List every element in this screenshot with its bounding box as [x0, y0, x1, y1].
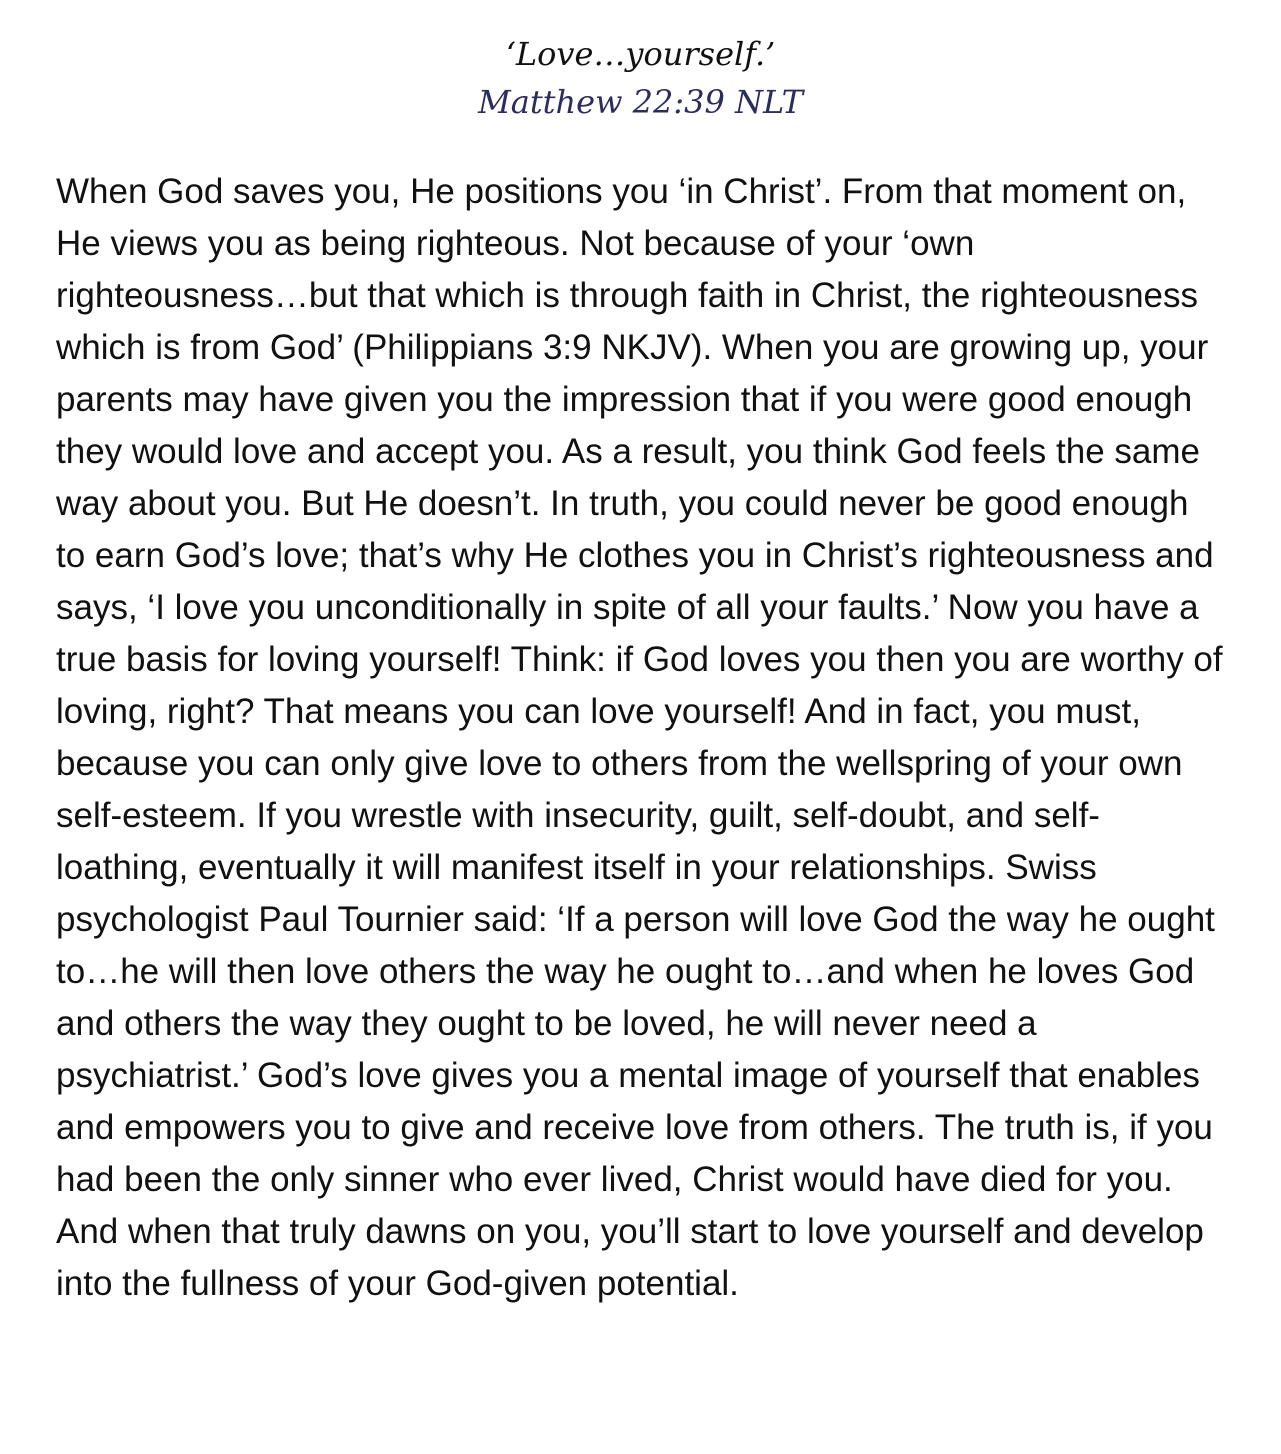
devotional-body: When God saves you, He positions you ‘in Christ’. From that moment on, He views you as being righteous. Not because of your ‘own righteousness…but that which is through faith in Christ, the righteousness which is from God’ (Philippians 3:9 NKJV). When you are growing up, your parents may have given you the impression that if you were good enough they would love and accept you. As a result, you think God feels the same way about you. But He doesn’t. In truth, you could never be good enough to earn God’s love; that’s why He clothes you in Christ’s righteousness and says, ‘I love you unconditionally in spite of all your faults.’ Now you have a true basis for loving yourself! Think: if God loves you then you are worthy of loving, right? That means you can love yourself! And in fact, you must, because you can only give love to others from the wellspring of your own self-esteem. If you wrestle with insecurity, guilt, self-doubt, and self-loathing, eventually it will manifest itself in your relationships. Swiss psychologist Paul Tournier said: ‘If a person will love God the way he ought to…he will then love others the way he ought to…and when he loves God and others the way they ought to be loved, he will never need a psychiatrist.’ God’s love gives you a mental image of yourself that enables and empowers you to give and receive love from others. The truth is, if you had been the only sinner who ever lived, Christ would have died for you. And when that truly dawns on you, you’ll start to love yourself and develop into the fullness of your God-given potential. — [56, 172, 1223, 1303]
verse-header — [0, 30, 1281, 126]
verse-reference: Matthew 22:39 NLT — [477, 83, 804, 121]
verse-quote: ‘Love…yourself.’ — [505, 35, 776, 73]
